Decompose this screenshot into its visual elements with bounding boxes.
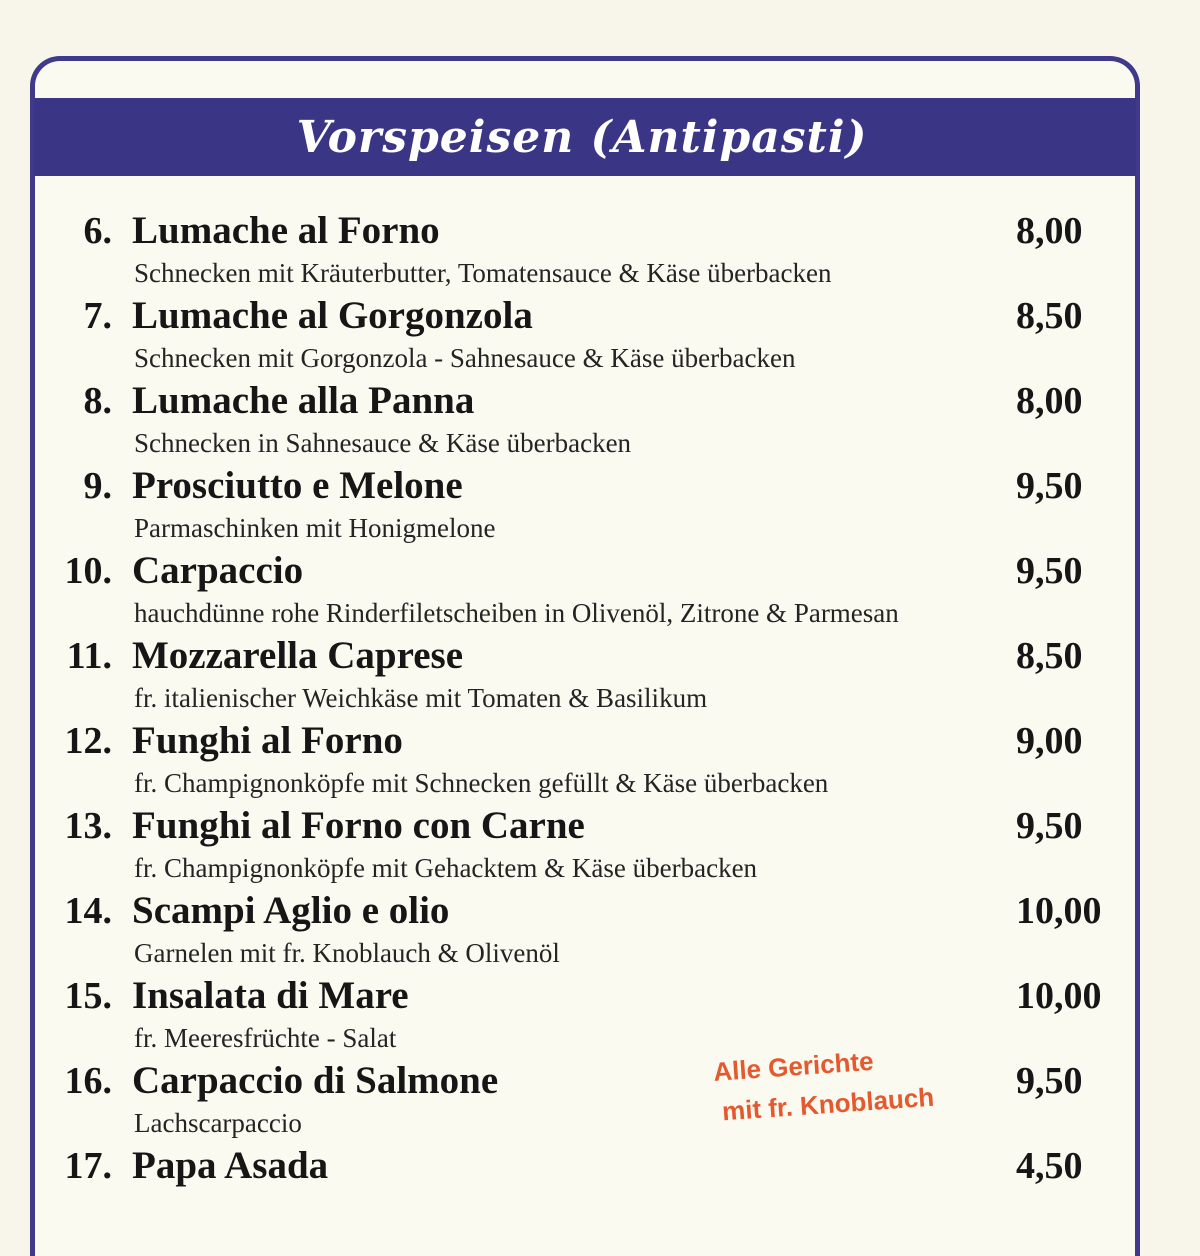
item-price: 8,00 (1016, 380, 1083, 422)
menu-item (0, 291, 1200, 376)
item-number: 13. (64, 805, 112, 847)
item-number: 8. (83, 380, 112, 422)
item-number: 16. (64, 1060, 112, 1102)
item-number: 12. (64, 720, 112, 762)
item-description: hauchdünne rohe Rinderfiletscheiben in Olivenöl, Zitrone & Parmesan (134, 598, 899, 628)
item-name: Lumache al Forno (132, 209, 440, 252)
menu-item (0, 1141, 1200, 1226)
item-number: 6. (83, 210, 112, 252)
note-line: mit fr. Knoblauch (721, 1081, 936, 1127)
item-name: Lumache alla Panna (132, 379, 475, 422)
item-description: Schnecken mit Gorgonzola - Sahnesauce & Käse überbacken (134, 343, 796, 373)
item-price: 8,50 (1016, 635, 1083, 677)
item-name: Papa Asada (132, 1144, 329, 1187)
garlic-note (712, 1037, 935, 1132)
item-number: 9. (83, 465, 112, 507)
section-header (34, 98, 1136, 176)
item-description: Schnecken mit Kräuterbutter, Tomatensauce & Käse überbacken (134, 258, 832, 288)
item-price: 8,00 (1016, 210, 1083, 252)
item-description: fr. Meeresfrüchte - Salat (134, 1023, 397, 1053)
item-name: Lumache al Gorgonzola (132, 294, 533, 337)
item-number: 15. (64, 975, 112, 1017)
item-description: fr. Champignonköpfe mit Schnecken gefüllt & Käse überbacken (134, 768, 829, 798)
menu-item (0, 801, 1200, 886)
note-line: Alle Gerichte (712, 1045, 875, 1087)
menu-item (0, 461, 1200, 546)
item-name: Scampi Aglio e olio (132, 889, 450, 932)
item-description: Parmaschinken mit Honigmelone (134, 513, 496, 543)
menu-item (0, 206, 1200, 291)
item-price: 10,00 (1016, 975, 1102, 1017)
item-price: 9,50 (1016, 1060, 1083, 1102)
item-price: 10,00 (1016, 890, 1102, 932)
menu-item (0, 1056, 1200, 1141)
menu-item (0, 886, 1200, 971)
item-name: Carpaccio di Salmone (132, 1059, 499, 1102)
menu-item (0, 716, 1200, 801)
menu-item (0, 631, 1200, 716)
item-price: 4,50 (1016, 1145, 1083, 1187)
menu-item (0, 546, 1200, 631)
item-price: 9,00 (1016, 720, 1083, 762)
item-price: 9,50 (1016, 805, 1083, 847)
menu-item (0, 971, 1200, 1056)
item-number: 10. (64, 550, 112, 592)
menu-item (0, 376, 1200, 461)
item-number: 17. (64, 1145, 112, 1187)
menu-item-list (0, 206, 1200, 1226)
item-name: Mozzarella Caprese (132, 634, 464, 677)
item-description: Lachscarpaccio (134, 1108, 302, 1138)
item-number: 11. (66, 635, 112, 677)
item-price: 9,50 (1016, 465, 1083, 507)
item-price: 8,50 (1016, 295, 1083, 337)
item-description: fr. italienischer Weichkäse mit Tomaten & Basilikum (134, 683, 708, 713)
item-price: 9,50 (1016, 550, 1083, 592)
item-name: Funghi al Forno con Carne (132, 804, 585, 847)
item-name: Funghi al Forno (132, 719, 403, 762)
section-title: Vorspeisen (Antipasti) (296, 111, 868, 163)
item-name: Prosciutto e Melone (132, 464, 463, 507)
item-number: 14. (64, 890, 112, 932)
item-number: 7. (83, 295, 112, 337)
item-name: Insalata di Mare (132, 974, 409, 1017)
item-description: fr. Champignonköpfe mit Gehacktem & Käse überbacken (134, 853, 758, 883)
item-name: Carpaccio (132, 549, 304, 592)
item-description: Schnecken in Sahnesauce & Käse überbacken (134, 428, 632, 458)
item-description: Garnelen mit fr. Knoblauch & Olivenöl (134, 938, 560, 968)
